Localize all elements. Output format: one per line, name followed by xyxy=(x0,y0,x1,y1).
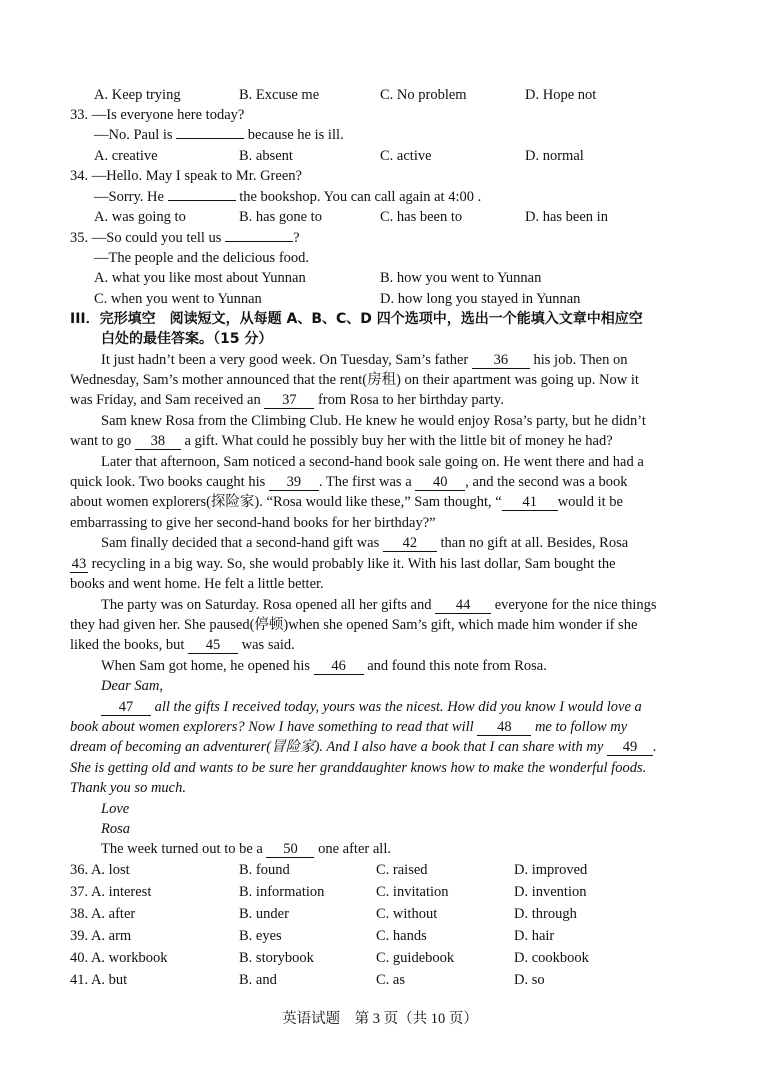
letter-line: She is getting old and wants to be sure her granddaughter knows how to make the wonderful foods. xyxy=(70,760,647,776)
blank xyxy=(176,138,244,139)
letter-line: dream of becoming an adventurer(冒险家). And I also have a book that I can share with my 49 . xyxy=(70,739,657,755)
option-d: D. how long you stayed in Yunnan xyxy=(380,291,581,307)
blank-47: 47 xyxy=(101,699,151,716)
option-c: C. has been to xyxy=(380,209,463,225)
blank-40: 40 xyxy=(415,474,465,491)
answer-41-d: D. so xyxy=(514,972,545,988)
option-c: C. when you went to Yunnan xyxy=(94,291,262,307)
passage-line: Sam knew Rosa from the Climbing Club. He knew he would enjoy Rosa’s party, but he didn’t xyxy=(101,413,646,429)
answer-37-d: D. invention xyxy=(514,884,587,900)
passage-line: embarrassing to give her second-hand books for her birthday?” xyxy=(70,515,436,531)
blank-39: 39 xyxy=(269,474,319,491)
page-footer: 英语试题 第 3 页（共 10 页） xyxy=(282,1011,478,1027)
blank-50: 50 xyxy=(266,841,314,858)
answer-40-b: B. storybook xyxy=(239,950,314,966)
answer-38-d: D. through xyxy=(514,906,577,922)
letter-closing: Love xyxy=(101,801,130,817)
question-33-reply: —No. Paul is because he is ill. xyxy=(94,127,344,143)
option-b: B. has gone to xyxy=(239,209,322,225)
blank-49: 49 xyxy=(607,739,653,756)
answer-39-b: B. eyes xyxy=(239,928,282,944)
passage-line: liked the books, but 45 was said. xyxy=(70,637,295,653)
answer-41-a: 41. A. but xyxy=(70,972,128,988)
blank-48: 48 xyxy=(477,719,531,736)
question-34-stem: 34. —Hello. May I speak to Mr. Green? xyxy=(70,168,302,184)
option-d: D. normal xyxy=(525,148,584,164)
passage-line: The week turned out to be a 50 one after all. xyxy=(101,841,391,857)
blank-46: 46 xyxy=(314,658,364,675)
answer-39-d: D. hair xyxy=(514,928,555,944)
option-b: B. absent xyxy=(239,148,293,164)
passage-line: quick look. Two books caught his 39 . The first was a 40 , and the second was a book xyxy=(70,474,628,490)
answer-39-c: C. hands xyxy=(376,928,427,944)
passage-line: about women explorers(探险家). “Rosa would like these,” Sam thought, “ 41 would it be xyxy=(70,494,623,510)
option-c: C. active xyxy=(380,148,432,164)
answer-38-c: C. without xyxy=(376,906,438,922)
answer-41-c: C. as xyxy=(376,972,405,988)
blank-38: 38 xyxy=(135,433,181,450)
blank-36: 36 xyxy=(472,352,530,369)
letter-line: book about women explorers? Now I have something to read that will 48 me to follow my xyxy=(70,719,628,735)
section-heading: III．完形填空 阅读短文，从每题 A、B、C、D 四个选项中，选出一个能填入文章中相应空 xyxy=(70,311,643,327)
answer-36-d: D. improved xyxy=(514,862,588,878)
blank xyxy=(168,200,236,201)
blank xyxy=(225,241,293,242)
answer-36-b: B. found xyxy=(239,862,290,878)
answer-39-a: 39. A. arm xyxy=(70,928,132,944)
option-b: B. Excuse me xyxy=(239,87,320,103)
letter-line: Thank you so much. xyxy=(70,780,186,796)
answer-36-a: 36. A. lost xyxy=(70,862,130,878)
option-a: A. was going to xyxy=(94,209,186,225)
question-33-stem: 33. —Is everyone here today? xyxy=(70,107,245,123)
passage-line: was Friday, and Sam received an 37 from Rosa to her birthday party. xyxy=(70,392,504,408)
blank-45: 45 xyxy=(188,637,238,654)
blank-37: 37 xyxy=(264,392,314,409)
answer-40-c: C. guidebook xyxy=(376,950,455,966)
passage-line: When Sam got home, he opened his 46 and found this note from Rosa. xyxy=(101,658,547,674)
passage-line: books and went home. He felt a little better. xyxy=(70,576,324,592)
option-a: A. Keep trying xyxy=(94,87,181,103)
option-d: D. Hope not xyxy=(525,87,597,103)
answer-40-d: D. cookbook xyxy=(514,950,589,966)
question-35-reply: —The people and the delicious food. xyxy=(94,250,310,266)
passage-line: 43 recycling in a big way. So, she would probably like it. With his last dollar, Sam bought the xyxy=(71,556,616,572)
blank-43: 43 xyxy=(71,556,87,572)
question-34-reply: —Sorry. He the bookshop. You can call again at 4:00 . xyxy=(94,189,482,205)
answer-38-b: B. under xyxy=(239,906,289,922)
option-a: A. what you like most about Yunnan xyxy=(94,270,306,286)
question-35-stem: 35. —So could you tell us ? xyxy=(70,230,300,246)
answer-36-c: C. raised xyxy=(376,862,428,878)
option-a: A. creative xyxy=(94,148,158,164)
option-b: B. how you went to Yunnan xyxy=(380,270,542,286)
option-c: C. No problem xyxy=(380,87,467,103)
passage-line: want to go 38 a gift. What could he possibly buy her with the little bit of money he had? xyxy=(70,433,613,449)
answer-37-a: 37. A. interest xyxy=(70,884,152,900)
section-heading-cont: 白处的最佳答案。（15 分） xyxy=(101,331,273,347)
passage-line: Sam finally decided that a second-hand gift was 42 than no gift at all. Besides, Rosa xyxy=(101,535,629,551)
passage-line: Wednesday, Sam’s mother announced that the rent(房租) on their apartment was going up. Now it xyxy=(70,372,639,388)
option-d: D. has been in xyxy=(525,209,608,225)
answer-41-b: B. and xyxy=(239,972,277,988)
answer-40-a: 40. A. workbook xyxy=(70,950,168,966)
passage-line: It just hadn’t been a very good week. On Tuesday, Sam’s father 36 his job. Then on xyxy=(101,352,628,368)
passage-line: they had given her. She paused(停顿)when she opened Sam’s gift, which made him wonder if she xyxy=(70,617,638,633)
blank-42: 42 xyxy=(383,535,437,552)
letter-greeting: Dear Sam, xyxy=(101,678,164,694)
answer-38-a: 38. A. after xyxy=(70,906,136,922)
letter-signature: Rosa xyxy=(101,821,130,837)
answer-37-c: C. invitation xyxy=(376,884,449,900)
passage-line: Later that afternoon, Sam noticed a second-hand book sale going on. He went there and had a xyxy=(101,454,644,470)
passage-line: The party was on Saturday. Rosa opened all her gifts and 44 everyone for the nice things xyxy=(101,597,657,613)
blank-41: 41 xyxy=(502,494,558,511)
letter-line: 47 all the gifts I received today, yours was the nicest. How did you know I would love a xyxy=(101,697,642,717)
blank-44: 44 xyxy=(435,597,491,614)
answer-37-b: B. information xyxy=(239,884,325,900)
